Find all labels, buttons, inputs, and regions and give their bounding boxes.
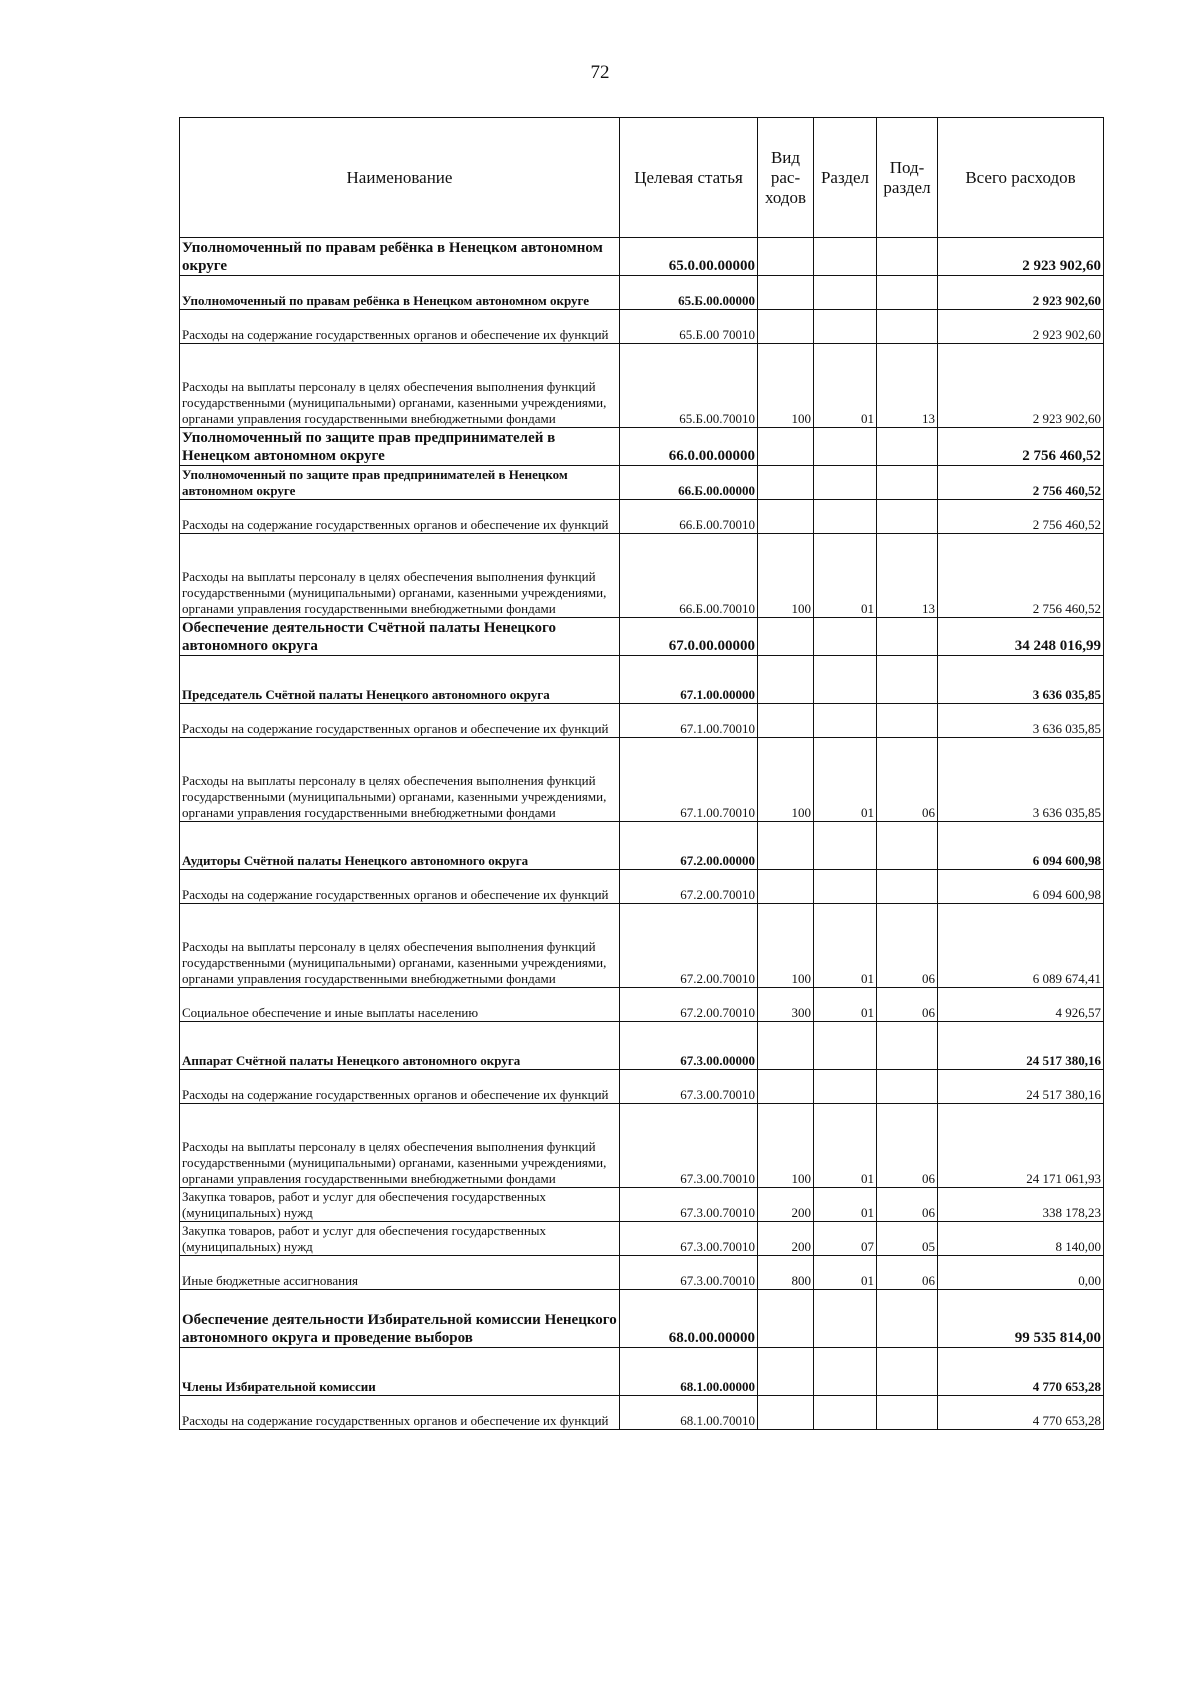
table-row: [180, 1256, 1104, 1290]
table-row: [180, 276, 1104, 310]
row-total: 4 770 653,28: [938, 1396, 1104, 1430]
row-name: Уполномоченный по правам ребёнка в Ненецком автономном округе: [180, 276, 620, 310]
row-name: Расходы на содержание государственных органов и обеспечение их функций: [180, 500, 620, 534]
row-total: 2 923 902,60: [938, 276, 1104, 310]
row-name: Социальное обеспечение и иные выплаты населению: [180, 988, 620, 1022]
row-name: Расходы на выплаты персоналу в целях обеспечения выполнения функций государственными (муниципальными) органами, казенными учреждениями, органами управления государственными внебюджетными фондами: [180, 738, 620, 822]
row-name: Члены Избирательной комиссии: [180, 1348, 620, 1396]
row-section: 01: [814, 534, 877, 618]
row-total: 6 094 600,98: [938, 870, 1104, 904]
row-expense-type: [758, 704, 814, 738]
row-subsection: 06: [877, 1256, 938, 1290]
row-subsection: [877, 1348, 938, 1396]
row-target-article: 67.3.00.00000: [620, 1022, 758, 1070]
table-row: [180, 1070, 1104, 1104]
table-row: [180, 1290, 1104, 1348]
row-expense-type: [758, 870, 814, 904]
row-expense-type: 200: [758, 1222, 814, 1256]
row-name: Расходы на содержание государственных органов и обеспечение их функций: [180, 704, 620, 738]
row-section: [814, 1396, 877, 1430]
row-target-article: 68.1.00.00000: [620, 1348, 758, 1396]
row-subsection: [877, 466, 938, 500]
row-target-article: 67.2.00.70010: [620, 904, 758, 988]
row-name: Иные бюджетные ассигнования: [180, 1256, 620, 1290]
row-name: Расходы на выплаты персоналу в целях обеспечения выполнения функций государственными (муниципальными) органами, казенными учреждениями, органами управления государственными внебюджетными фондами: [180, 344, 620, 428]
row-expense-type: 100: [758, 738, 814, 822]
row-subsection: [877, 1290, 938, 1348]
table-body: [180, 238, 1104, 1430]
row-subsection: [877, 1396, 938, 1430]
row-expense-type: [758, 310, 814, 344]
row-total: 6 089 674,41: [938, 904, 1104, 988]
row-target-article: 66.Б.00.00000: [620, 466, 758, 500]
table-row: [180, 738, 1104, 822]
row-target-article: 65.Б.00.70010: [620, 344, 758, 428]
header-target-article: Целевая статья: [620, 118, 758, 238]
row-target-article: 66.Б.00.70010: [620, 500, 758, 534]
row-name: Обеспечение деятельности Счётной палаты Ненецкого автономного округа: [180, 618, 620, 656]
row-target-article: 68.1.00.70010: [620, 1396, 758, 1430]
row-section: [814, 822, 877, 870]
row-target-article: 65.Б.00.00000: [620, 276, 758, 310]
row-section: [814, 466, 877, 500]
table-row: [180, 1396, 1104, 1430]
table-row: [180, 310, 1104, 344]
row-target-article: 67.2.00.70010: [620, 870, 758, 904]
row-target-article: 67.1.00.70010: [620, 738, 758, 822]
row-total: 2 756 460,52: [938, 500, 1104, 534]
row-expense-type: [758, 428, 814, 466]
row-target-article: 67.3.00.70010: [620, 1188, 758, 1222]
row-expense-type: 100: [758, 344, 814, 428]
row-section: 01: [814, 738, 877, 822]
row-section: [814, 870, 877, 904]
row-expense-type: [758, 466, 814, 500]
row-section: 01: [814, 988, 877, 1022]
header-name: Наименование: [180, 118, 620, 238]
table-row: [180, 534, 1104, 618]
row-subsection: [877, 500, 938, 534]
row-total: 4 926,57: [938, 988, 1104, 1022]
row-target-article: 67.3.00.70010: [620, 1104, 758, 1188]
row-total: 3 636 035,85: [938, 738, 1104, 822]
row-subsection: [877, 656, 938, 704]
row-target-article: 68.0.00.00000: [620, 1290, 758, 1348]
row-expense-type: [758, 276, 814, 310]
row-subsection: 05: [877, 1222, 938, 1256]
row-section: [814, 1022, 877, 1070]
row-subsection: 06: [877, 1104, 938, 1188]
row-expense-type: [758, 1348, 814, 1396]
row-subsection: [877, 1070, 938, 1104]
row-name: Расходы на содержание государственных органов и обеспечение их функций: [180, 310, 620, 344]
table-row: [180, 988, 1104, 1022]
row-name: Расходы на содержание государственных органов и обеспечение их функций: [180, 1396, 620, 1430]
row-expense-type: [758, 1290, 814, 1348]
table-row: [180, 1222, 1104, 1256]
row-name: Председатель Счётной палаты Ненецкого автономного округа: [180, 656, 620, 704]
row-name: Расходы на выплаты персоналу в целях обеспечения выполнения функций государственными (муниципальными) органами, казенными учреждениями, органами управления государственными внебюджетными фондами: [180, 1104, 620, 1188]
row-subsection: [877, 276, 938, 310]
row-section: 01: [814, 1104, 877, 1188]
row-total: 3 636 035,85: [938, 656, 1104, 704]
row-total: 2 756 460,52: [938, 534, 1104, 618]
row-expense-type: [758, 1070, 814, 1104]
row-total: 338 178,23: [938, 1188, 1104, 1222]
budget-table: [179, 117, 1104, 1430]
table-row: [180, 500, 1104, 534]
row-total: 6 094 600,98: [938, 822, 1104, 870]
header-section: Раздел: [814, 118, 877, 238]
row-name: Расходы на содержание государственных органов и обеспечение их функций: [180, 870, 620, 904]
row-target-article: 65.Б.00 70010: [620, 310, 758, 344]
row-expense-type: 100: [758, 904, 814, 988]
row-expense-type: 100: [758, 1104, 814, 1188]
row-expense-type: [758, 822, 814, 870]
row-name: Обеспечение деятельности Избирательной комиссии Ненецкого автономного округа и проведение выборов: [180, 1290, 620, 1348]
row-total: 2 923 902,60: [938, 344, 1104, 428]
row-name: Аппарат Счётной палаты Ненецкого автономного округа: [180, 1022, 620, 1070]
header-total: Всего расходов: [938, 118, 1104, 238]
row-section: 07: [814, 1222, 877, 1256]
row-expense-type: [758, 1396, 814, 1430]
table-row: [180, 1104, 1104, 1188]
row-subsection: [877, 428, 938, 466]
row-section: 01: [814, 344, 877, 428]
row-target-article: 67.3.00.70010: [620, 1222, 758, 1256]
row-total: 2 756 460,52: [938, 428, 1104, 466]
row-subsection: [877, 822, 938, 870]
row-name: Уполномоченный по правам ребёнка в Ненецком автономном округе: [180, 238, 620, 276]
row-expense-type: 100: [758, 534, 814, 618]
row-total: 2 756 460,52: [938, 466, 1104, 500]
header-expense-type: Вид рас-ходов: [758, 118, 814, 238]
row-target-article: 66.Б.00.70010: [620, 534, 758, 618]
row-name: Расходы на выплаты персоналу в целях обеспечения выполнения функций государственными (муниципальными) органами, казенными учреждениями, органами управления государственными внебюджетными фондами: [180, 904, 620, 988]
row-section: [814, 238, 877, 276]
row-target-article: 67.0.00.00000: [620, 618, 758, 656]
table-row: [180, 618, 1104, 656]
row-section: 01: [814, 904, 877, 988]
row-expense-type: [758, 500, 814, 534]
row-subsection: 13: [877, 534, 938, 618]
row-subsection: [877, 310, 938, 344]
row-expense-type: [758, 656, 814, 704]
row-expense-type: [758, 618, 814, 656]
row-subsection: 06: [877, 904, 938, 988]
row-section: [814, 656, 877, 704]
row-subsection: 06: [877, 1188, 938, 1222]
table-row: [180, 428, 1104, 466]
row-section: [814, 276, 877, 310]
table-row: [180, 822, 1104, 870]
row-target-article: 67.2.00.70010: [620, 988, 758, 1022]
table-row: [180, 1348, 1104, 1396]
row-section: [814, 1070, 877, 1104]
row-name: Уполномоченный по защите прав предпринимателей в Ненецком автономном округе: [180, 428, 620, 466]
table-row: [180, 870, 1104, 904]
row-subsection: 13: [877, 344, 938, 428]
row-total: 2 923 902,60: [938, 310, 1104, 344]
row-section: [814, 310, 877, 344]
row-section: [814, 500, 877, 534]
row-name: Закупка товаров, работ и услуг для обеспечения государственных (муниципальных) нужд: [180, 1188, 620, 1222]
row-name: Закупка товаров, работ и услуг для обеспечения государственных (муниципальных) нужд: [180, 1222, 620, 1256]
row-subsection: 06: [877, 738, 938, 822]
row-total: 24 517 380,16: [938, 1022, 1104, 1070]
table-row: [180, 466, 1104, 500]
row-target-article: 67.3.00.70010: [620, 1256, 758, 1290]
row-section: 01: [814, 1256, 877, 1290]
row-total: 4 770 653,28: [938, 1348, 1104, 1396]
row-section: [814, 428, 877, 466]
row-subsection: [877, 704, 938, 738]
row-name: Расходы на выплаты персоналу в целях обеспечения выполнения функций государственными (муниципальными) органами, казенными учреждениями, органами управления государственными внебюджетными фондами: [180, 534, 620, 618]
row-target-article: 67.3.00.70010: [620, 1070, 758, 1104]
page-number: 72: [590, 62, 610, 83]
table-row: [180, 344, 1104, 428]
row-target-article: 67.1.00.70010: [620, 704, 758, 738]
row-total: 3 636 035,85: [938, 704, 1104, 738]
row-expense-type: [758, 1022, 814, 1070]
row-subsection: [877, 870, 938, 904]
table-row: [180, 238, 1104, 276]
row-subsection: [877, 1022, 938, 1070]
table-row: [180, 704, 1104, 738]
row-total: 24 517 380,16: [938, 1070, 1104, 1104]
row-target-article: 66.0.00.00000: [620, 428, 758, 466]
row-target-article: 67.2.00.00000: [620, 822, 758, 870]
row-total: 2 923 902,60: [938, 238, 1104, 276]
row-total: 8 140,00: [938, 1222, 1104, 1256]
row-expense-type: [758, 238, 814, 276]
row-target-article: 67.1.00.00000: [620, 656, 758, 704]
row-total: 34 248 016,99: [938, 618, 1104, 656]
row-section: [814, 618, 877, 656]
row-target-article: 65.0.00.00000: [620, 238, 758, 276]
row-subsection: [877, 618, 938, 656]
row-expense-type: 300: [758, 988, 814, 1022]
row-total: 99 535 814,00: [938, 1290, 1104, 1348]
row-total: 24 171 061,93: [938, 1104, 1104, 1188]
row-section: [814, 1290, 877, 1348]
table-row: [180, 1022, 1104, 1070]
row-name: Аудиторы Счётной палаты Ненецкого автономного округа: [180, 822, 620, 870]
table-row: [180, 656, 1104, 704]
row-subsection: [877, 238, 938, 276]
row-section: 01: [814, 1188, 877, 1222]
table-row: [180, 1188, 1104, 1222]
row-name: Расходы на содержание государственных органов и обеспечение их функций: [180, 1070, 620, 1104]
table-header: [180, 118, 1104, 238]
row-name: Уполномоченный по защите прав предпринимателей в Ненецком автономном округе: [180, 466, 620, 500]
row-total: 0,00: [938, 1256, 1104, 1290]
table-row: [180, 904, 1104, 988]
row-expense-type: 800: [758, 1256, 814, 1290]
row-section: [814, 1348, 877, 1396]
row-section: [814, 704, 877, 738]
row-subsection: 06: [877, 988, 938, 1022]
row-expense-type: 200: [758, 1188, 814, 1222]
header-subsection: Под-раздел: [877, 118, 938, 238]
